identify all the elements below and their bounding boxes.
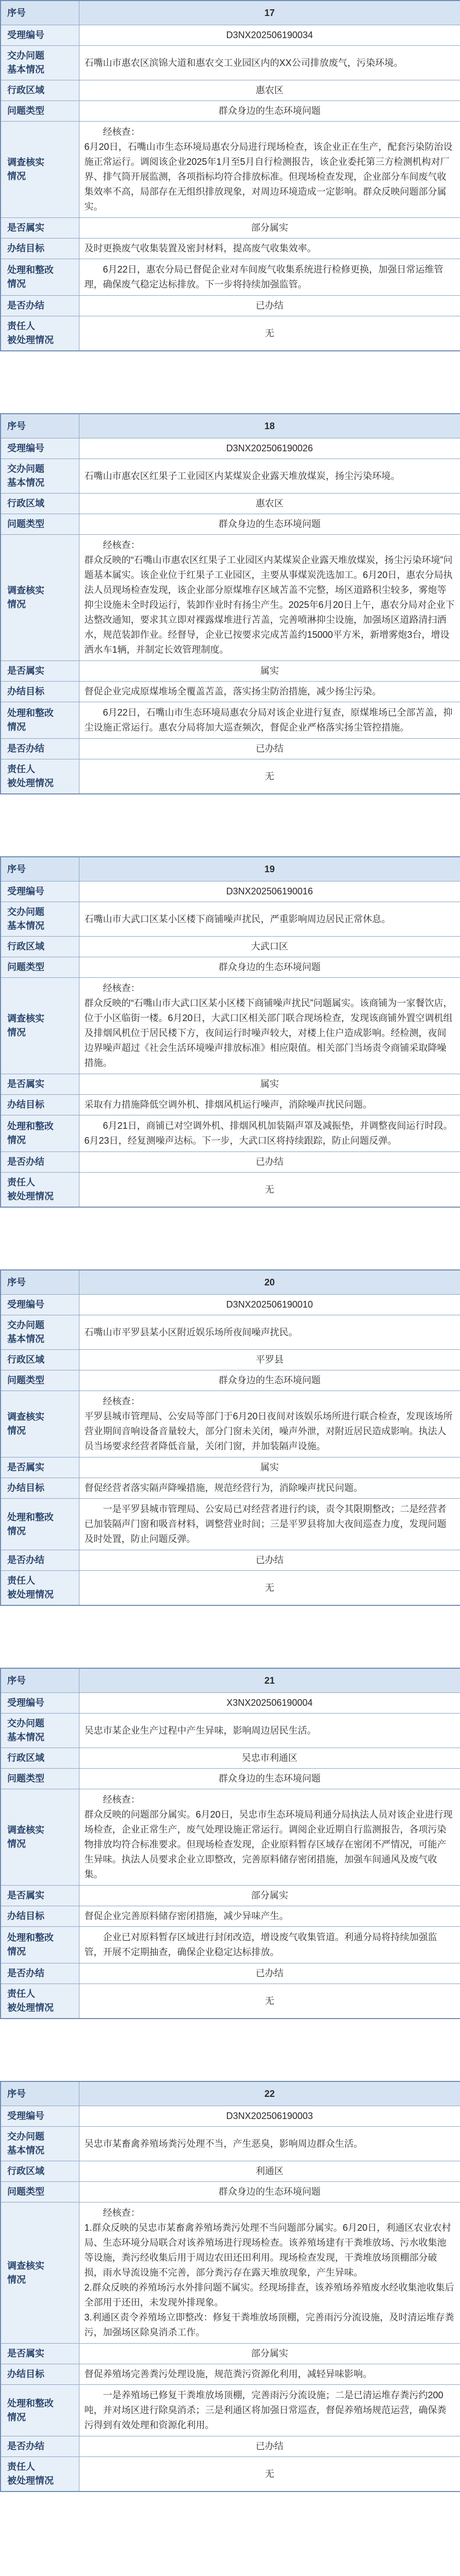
record-table bbox=[0, 1269, 460, 1606]
field-value-seq: 21 bbox=[79, 1668, 460, 1693]
record-row-code bbox=[1, 2106, 460, 2127]
record-row-accountability bbox=[1, 1571, 460, 1606]
field-value-type: 群众身边的生态环境问题 bbox=[79, 1769, 460, 1789]
field-label-handling: 处理和整改 情况 bbox=[1, 1927, 79, 1963]
field-value-code: D3NX202506190026 bbox=[79, 438, 460, 459]
record-row-is-true bbox=[1, 661, 460, 682]
field-value-code: X3NX202506190004 bbox=[79, 1693, 460, 1714]
field-label-accountability: 责任人 被处理情况 bbox=[1, 1173, 79, 1208]
field-label-district: 行政区域 bbox=[1, 1350, 79, 1370]
field-value-code: D3NX202506190010 bbox=[79, 1295, 460, 1315]
field-value-check: 经核查： 群众反映的问题部分属实。6月20日，吴忠市生态环境局利通分局执法人员对该企业进行现场检查，企业正常生产，废气处理设施正常运行。调阅企业近期自行监测报告，各项污染物排放均符合标准要求。但现场检查发现，企业原料暂存区域存在密闭不严情况，可能产生异味。执法人员要求企业立即整改，完善原料储存密闭措施，加强车间通风及废气收集。 bbox=[79, 1789, 460, 1886]
field-value-accountability: 无 bbox=[79, 1173, 460, 1208]
record-row-accountability bbox=[1, 1173, 460, 1208]
record-row-accountability bbox=[1, 316, 460, 351]
field-value-code: D3NX202506190003 bbox=[79, 2106, 460, 2127]
field-value-result: 采取有力措施降低空调外机、排烟风机运行噪声，消除噪声扰民问题。 bbox=[79, 1095, 460, 1115]
field-label-basic: 交办问题 基本情况 bbox=[1, 459, 79, 494]
record-row-seq bbox=[1, 1668, 460, 1693]
field-label-accountability: 责任人 被处理情况 bbox=[1, 759, 79, 794]
record-row-check bbox=[1, 535, 460, 661]
record-row-result bbox=[1, 682, 460, 702]
record-row-accountability bbox=[1, 1984, 460, 2019]
record-row-check bbox=[1, 1789, 460, 1886]
field-label-seq: 序号 bbox=[1, 1668, 79, 1693]
field-value-district: 惠农区 bbox=[79, 494, 460, 514]
record-row-result bbox=[1, 1906, 460, 1927]
field-label-handling: 处理和整改 情况 bbox=[1, 1499, 79, 1550]
field-label-district: 行政区域 bbox=[1, 2161, 79, 2182]
record-row-code bbox=[1, 1295, 460, 1315]
field-label-closed: 是否办结 bbox=[1, 2436, 79, 2457]
record-row-basic bbox=[1, 46, 460, 80]
field-value-type: 群众身边的生态环境问题 bbox=[79, 1370, 460, 1391]
record-row-is-true bbox=[1, 2344, 460, 2364]
record-row-code bbox=[1, 1693, 460, 1714]
record-row-district bbox=[1, 494, 460, 514]
field-label-seq: 序号 bbox=[1, 1270, 79, 1295]
record-row-is-true bbox=[1, 1458, 460, 1478]
field-value-type: 群众身边的生态环境问题 bbox=[79, 2182, 460, 2202]
record-card bbox=[0, 1668, 460, 2019]
field-label-code: 受理编号 bbox=[1, 438, 79, 459]
field-label-closed: 是否办结 bbox=[1, 739, 79, 759]
record-table bbox=[0, 856, 460, 1208]
field-value-seq: 20 bbox=[79, 1270, 460, 1295]
field-value-closed: 已办结 bbox=[79, 296, 460, 316]
field-label-result: 办结目标 bbox=[1, 682, 79, 702]
record-row-result bbox=[1, 1478, 460, 1499]
field-value-closed: 已办结 bbox=[79, 1550, 460, 1571]
field-label-closed: 是否办结 bbox=[1, 1550, 79, 1571]
field-label-result: 办结目标 bbox=[1, 1906, 79, 1927]
record-row-seq bbox=[1, 2081, 460, 2106]
field-label-closed: 是否办结 bbox=[1, 296, 79, 316]
field-value-is-true: 部分属实 bbox=[79, 2344, 460, 2364]
field-label-accountability: 责任人 被处理情况 bbox=[1, 1571, 79, 1606]
field-label-handling: 处理和整改 情况 bbox=[1, 2385, 79, 2436]
field-label-type: 问题类型 bbox=[1, 2182, 79, 2202]
field-value-district: 惠农区 bbox=[79, 80, 460, 101]
field-value-is-true: 属实 bbox=[79, 661, 460, 682]
field-value-handling: 6月21日，商铺已对空调外机、排烟风机加装隔声罩及减振垫，并调整夜间运行时段。6月23日，经复测噪声达标。下一步，大武口区将持续跟踪，防止问题反弹。 bbox=[79, 1115, 460, 1152]
field-label-result: 办结目标 bbox=[1, 2364, 79, 2385]
record-row-handling bbox=[1, 259, 460, 296]
field-value-closed: 已办结 bbox=[79, 739, 460, 759]
record-row-result bbox=[1, 1095, 460, 1115]
record-row-closed bbox=[1, 739, 460, 759]
field-label-is-true: 是否属实 bbox=[1, 2344, 79, 2364]
field-label-handling: 处理和整改 情况 bbox=[1, 1115, 79, 1152]
field-value-seq: 18 bbox=[79, 414, 460, 438]
field-value-closed: 已办结 bbox=[79, 1152, 460, 1173]
record-row-seq bbox=[1, 857, 460, 882]
field-label-code: 受理编号 bbox=[1, 2106, 79, 2127]
record-row-is-true bbox=[1, 1886, 460, 1906]
field-value-accountability: 无 bbox=[79, 1984, 460, 2019]
field-label-type: 问题类型 bbox=[1, 514, 79, 535]
record-row-type bbox=[1, 101, 460, 122]
field-label-result: 办结目标 bbox=[1, 239, 79, 259]
record-card bbox=[0, 0, 460, 351]
field-label-closed: 是否办结 bbox=[1, 1152, 79, 1173]
record-row-basic bbox=[1, 1714, 460, 1748]
record-row-check bbox=[1, 122, 460, 218]
record-row-code bbox=[1, 25, 460, 46]
field-value-type: 群众身边的生态环境问题 bbox=[79, 514, 460, 535]
field-label-result: 办结目标 bbox=[1, 1095, 79, 1115]
record-row-basic bbox=[1, 2127, 460, 2161]
field-value-result: 及时更换废气收集装置及密封材料，提高废气收集效率。 bbox=[79, 239, 460, 259]
field-value-code: D3NX202506190034 bbox=[79, 25, 460, 46]
record-row-check bbox=[1, 2202, 460, 2344]
record-row-result bbox=[1, 2364, 460, 2385]
record-row-type bbox=[1, 1769, 460, 1789]
field-label-type: 问题类型 bbox=[1, 957, 79, 978]
record-row-district bbox=[1, 2161, 460, 2182]
record-row-closed bbox=[1, 1550, 460, 1571]
record-row-district bbox=[1, 937, 460, 957]
field-value-handling: 6月22日，石嘴山市生态环境局惠农分局对该企业进行复查，原煤堆场已全部苫盖，抑尘设施正常运行。惠农分局将加大巡查频次，督促企业严格落实扬尘管控措施。 bbox=[79, 702, 460, 739]
field-label-is-true: 是否属实 bbox=[1, 1458, 79, 1478]
field-value-is-true: 属实 bbox=[79, 1074, 460, 1095]
field-value-district: 吴忠市利通区 bbox=[79, 1748, 460, 1769]
record-table bbox=[0, 2081, 460, 2492]
record-row-check bbox=[1, 1391, 460, 1458]
record-row-seq bbox=[1, 414, 460, 438]
record-row-result bbox=[1, 239, 460, 259]
field-label-accountability: 责任人 被处理情况 bbox=[1, 2457, 79, 2492]
record-row-accountability bbox=[1, 759, 460, 794]
field-value-handling: 一是养殖场已修复干粪堆放场顶棚，完善雨污分流设施；二是已清运堆存粪污约200吨，并对场区进行除臭消杀；三是利通区将加强日常巡查，督促养殖场规范运营，确保粪污得到有效处理和资源化利用。 bbox=[79, 2385, 460, 2436]
field-value-seq: 19 bbox=[79, 857, 460, 882]
record-row-type bbox=[1, 957, 460, 978]
field-label-seq: 序号 bbox=[1, 414, 79, 438]
field-value-result: 督促养殖场完善粪污处理设施，规范粪污资源化利用，减轻异味影响。 bbox=[79, 2364, 460, 2385]
record-row-district bbox=[1, 1748, 460, 1769]
field-value-district: 平罗县 bbox=[79, 1350, 460, 1370]
field-label-district: 行政区域 bbox=[1, 80, 79, 101]
record-table bbox=[0, 0, 460, 351]
record-row-handling bbox=[1, 702, 460, 739]
field-label-seq: 序号 bbox=[1, 1, 79, 25]
field-value-type: 群众身边的生态环境问题 bbox=[79, 101, 460, 122]
field-label-type: 问题类型 bbox=[1, 101, 79, 122]
field-value-seq: 22 bbox=[79, 2081, 460, 2106]
field-value-code: D3NX202506190016 bbox=[79, 882, 460, 902]
field-value-handling: 企业已对原料暂存区域进行封闭改造，增设废气收集管道。利通分局将持续加强监管，开展不定期抽查，确保企业稳定达标排放。 bbox=[79, 1927, 460, 1963]
field-label-code: 受理编号 bbox=[1, 1693, 79, 1714]
field-value-basic: 吴忠市某畜禽养殖场粪污处理不当，产生恶臭，影响周边群众生活。 bbox=[79, 2127, 460, 2161]
field-value-accountability: 无 bbox=[79, 2457, 460, 2492]
record-row-seq bbox=[1, 1, 460, 25]
field-value-check: 经核查： 群众反映的“石嘴山市惠农区红果子工业园区内某煤炭企业露天堆放煤炭，扬尘污染环境”问题基本属实。该企业位于红果子工业园区，主要从事煤炭洗选加工。6月20日，惠农分局执法人员现场检查发现，该企业部分原煤堆存区域苫盖不完整，场区道路积尘较多，雾炮等抑尘设施未全时段运行，装卸作业时有扬尘产生。2025年6月20日上午，惠农分局对企业下达整改通知，要求其立即对裸露煤堆进行苫盖，完善喷淋抑尘设施，加强场区道路清扫洒水，规范装卸作业。经督导，企业已按要求完成苫盖约15000平方米，新增雾炮3台，增设洒水车1辆，并制定长效管理制度。 bbox=[79, 535, 460, 661]
field-label-is-true: 是否属实 bbox=[1, 218, 79, 239]
record-table bbox=[0, 413, 460, 794]
field-value-check: 经核查： 平罗县城市管理局、公安局等部门于6月20日夜间对该娱乐场所进行联合检查，发现该场所营业期间音响设备音量较大，部分门窗未关闭，噪声外泄，对附近居民造成影响。执法人员当场要求经营者降低音量，关闭门窗，并加装隔声设施。 bbox=[79, 1391, 460, 1458]
field-value-handling: 一是平罗县城市管理局、公安局已对经营者进行约谈，责令其限期整改；二是经营者已加装隔声门窗和吸音材料，调整营业时间；三是平罗县将加大夜间巡查力度，发现问题及时处置，防止问题反弹。 bbox=[79, 1499, 460, 1550]
record-row-is-true bbox=[1, 218, 460, 239]
field-label-is-true: 是否属实 bbox=[1, 1074, 79, 1095]
field-value-accountability: 无 bbox=[79, 759, 460, 794]
field-value-district: 利通区 bbox=[79, 2161, 460, 2182]
field-value-basic: 吴忠市某企业生产过程中产生异味，影响周边居民生活。 bbox=[79, 1714, 460, 1748]
field-label-basic: 交办问题 基本情况 bbox=[1, 2127, 79, 2161]
field-label-handling: 处理和整改 情况 bbox=[1, 702, 79, 739]
field-label-code: 受理编号 bbox=[1, 25, 79, 46]
field-value-accountability: 无 bbox=[79, 1571, 460, 1606]
record-row-handling bbox=[1, 1115, 460, 1152]
record-row-district bbox=[1, 1350, 460, 1370]
record-card bbox=[0, 413, 460, 794]
record-row-type bbox=[1, 2182, 460, 2202]
field-value-basic: 石嘴山市惠农区红果子工业园区内某煤炭企业露天堆放煤炭，扬尘污染环境。 bbox=[79, 459, 460, 494]
field-value-basic: 石嘴山市平罗县某小区附近娱乐场所夜间噪声扰民。 bbox=[79, 1315, 460, 1350]
record-row-seq bbox=[1, 1270, 460, 1295]
field-value-check: 经核查： 6月20日，石嘴山市生态环境局惠农分局进行现场检查，该企业正在生产，配套污染防治设施正常运行。调阅该企业2025年1月至5月自行检测报告，该企业委托第三方检测机构对厂界、排气筒开展监测，各项指标均符合排放标准。但现场检查发现，企业部分车间废气收集效率不高，局部存在无组织排放现象，对周边环境造成一定影响。群众反映问题部分属实。 bbox=[79, 122, 460, 218]
field-label-district: 行政区域 bbox=[1, 494, 79, 514]
field-value-is-true: 部分属实 bbox=[79, 218, 460, 239]
record-row-handling bbox=[1, 1927, 460, 1963]
field-label-closed: 是否办结 bbox=[1, 1963, 79, 1984]
field-label-is-true: 是否属实 bbox=[1, 1886, 79, 1906]
field-value-check: 经核查： 1.群众反映的吴忠市某畜禽养殖场粪污处理不当问题部分属实。6月20日，利通区农业农村局、生态环境分局联合对该养殖场进行现场检查。该养殖场建有干粪堆放场、污水收集池等设施，粪污经收集后用于周边农田还田利用。现场检查发现，干粪堆放场顶棚部分破损，雨水导流设施不完善，部分粪污存在露天堆放现象，产生异味。 2.群众反映的养殖场污水外排问题不属实。经现场排查，该养殖场养殖废水经收集池收集后全部用于还田，未发现外排现象。 3.利通区责令养殖场立即整改：修复干粪堆放场顶棚，完善雨污分流设施，及时清运堆存粪污，加强场区除臭消杀工作。 bbox=[79, 2202, 460, 2344]
field-label-check: 调查核实 情况 bbox=[1, 1789, 79, 1886]
field-label-code: 受理编号 bbox=[1, 882, 79, 902]
record-row-handling bbox=[1, 2385, 460, 2436]
record-card bbox=[0, 2081, 460, 2492]
field-label-seq: 序号 bbox=[1, 2081, 79, 2106]
record-row-closed bbox=[1, 2436, 460, 2457]
field-value-seq: 17 bbox=[79, 1, 460, 25]
record-row-closed bbox=[1, 1963, 460, 1984]
record-row-accountability bbox=[1, 2457, 460, 2492]
field-value-is-true: 属实 bbox=[79, 1458, 460, 1478]
field-label-district: 行政区域 bbox=[1, 1748, 79, 1769]
field-label-seq: 序号 bbox=[1, 857, 79, 882]
record-card bbox=[0, 856, 460, 1208]
record-row-is-true bbox=[1, 1074, 460, 1095]
record-row-check bbox=[1, 978, 460, 1074]
field-label-handling: 处理和整改 情况 bbox=[1, 259, 79, 296]
record-row-closed bbox=[1, 1152, 460, 1173]
field-value-check: 经核查： 群众反映的“石嘴山市大武口区某小区楼下商铺噪声扰民”问题属实。该商铺为一家餐饮店，位于小区临街一楼。6月20日，大武口区相关部门联合现场检查，发现该商铺外置空调机组及排烟风机位于居民楼下方，夜间运行时噪声较大，对楼上住户造成影响。经检测，夜间边界噪声超过《社会生活环境噪声排放标准》相应限值。相关部门当场责令商铺采取降噪措施。 bbox=[79, 978, 460, 1074]
field-value-accountability: 无 bbox=[79, 316, 460, 351]
field-label-check: 调查核实 情况 bbox=[1, 1391, 79, 1458]
field-label-basic: 交办问题 基本情况 bbox=[1, 1315, 79, 1350]
field-label-check: 调查核实 情况 bbox=[1, 122, 79, 218]
field-label-is-true: 是否属实 bbox=[1, 661, 79, 682]
field-label-accountability: 责任人 被处理情况 bbox=[1, 316, 79, 351]
record-row-code bbox=[1, 438, 460, 459]
record-row-closed bbox=[1, 296, 460, 316]
field-value-is-true: 部分属实 bbox=[79, 1886, 460, 1906]
record-row-type bbox=[1, 514, 460, 535]
field-value-result: 督促企业完善原料储存密闭措施，减少异味产生。 bbox=[79, 1906, 460, 1927]
field-label-type: 问题类型 bbox=[1, 1769, 79, 1789]
field-label-district: 行政区域 bbox=[1, 937, 79, 957]
field-label-check: 调查核实 情况 bbox=[1, 2202, 79, 2344]
field-value-result: 督促经营者落实隔声降噪措施，规范经营行为，消除噪声扰民问题。 bbox=[79, 1478, 460, 1499]
field-value-result: 督促企业完成原煤堆场全覆盖苫盖，落实扬尘防治措施，减少扬尘污染。 bbox=[79, 682, 460, 702]
record-row-basic bbox=[1, 902, 460, 937]
field-label-check: 调查核实 情况 bbox=[1, 535, 79, 661]
record-row-district bbox=[1, 80, 460, 101]
record-row-type bbox=[1, 1370, 460, 1391]
record-row-handling bbox=[1, 1499, 460, 1550]
field-label-code: 受理编号 bbox=[1, 1295, 79, 1315]
field-value-district: 大武口区 bbox=[79, 937, 460, 957]
record-row-basic bbox=[1, 459, 460, 494]
field-value-handling: 6月22日，惠农分局已督促企业对车间废气收集系统进行检修更换，加强日常运维管理，确保废气稳定达标排放。下一步将持续加强监管。 bbox=[79, 259, 460, 296]
field-label-basic: 交办问题 基本情况 bbox=[1, 902, 79, 937]
field-value-type: 群众身边的生态环境问题 bbox=[79, 957, 460, 978]
field-label-accountability: 责任人 被处理情况 bbox=[1, 1984, 79, 2019]
field-value-closed: 已办结 bbox=[79, 1963, 460, 1984]
field-label-check: 调查核实 情况 bbox=[1, 978, 79, 1074]
record-card bbox=[0, 1269, 460, 1606]
field-label-basic: 交办问题 基本情况 bbox=[1, 1714, 79, 1748]
field-value-basic: 石嘴山市大武口区某小区楼下商铺噪声扰民，严重影响周边居民正常休息。 bbox=[79, 902, 460, 937]
record-row-basic bbox=[1, 1315, 460, 1350]
field-label-basic: 交办问题 基本情况 bbox=[1, 46, 79, 80]
record-table bbox=[0, 1668, 460, 2019]
record-row-code bbox=[1, 882, 460, 902]
field-label-type: 问题类型 bbox=[1, 1370, 79, 1391]
field-value-closed: 已办结 bbox=[79, 2436, 460, 2457]
field-value-basic: 石嘴山市惠农区滨锦大道和惠农交工业园区内的XX公司排放废气，污染环境。 bbox=[79, 46, 460, 80]
field-label-result: 办结目标 bbox=[1, 1478, 79, 1499]
